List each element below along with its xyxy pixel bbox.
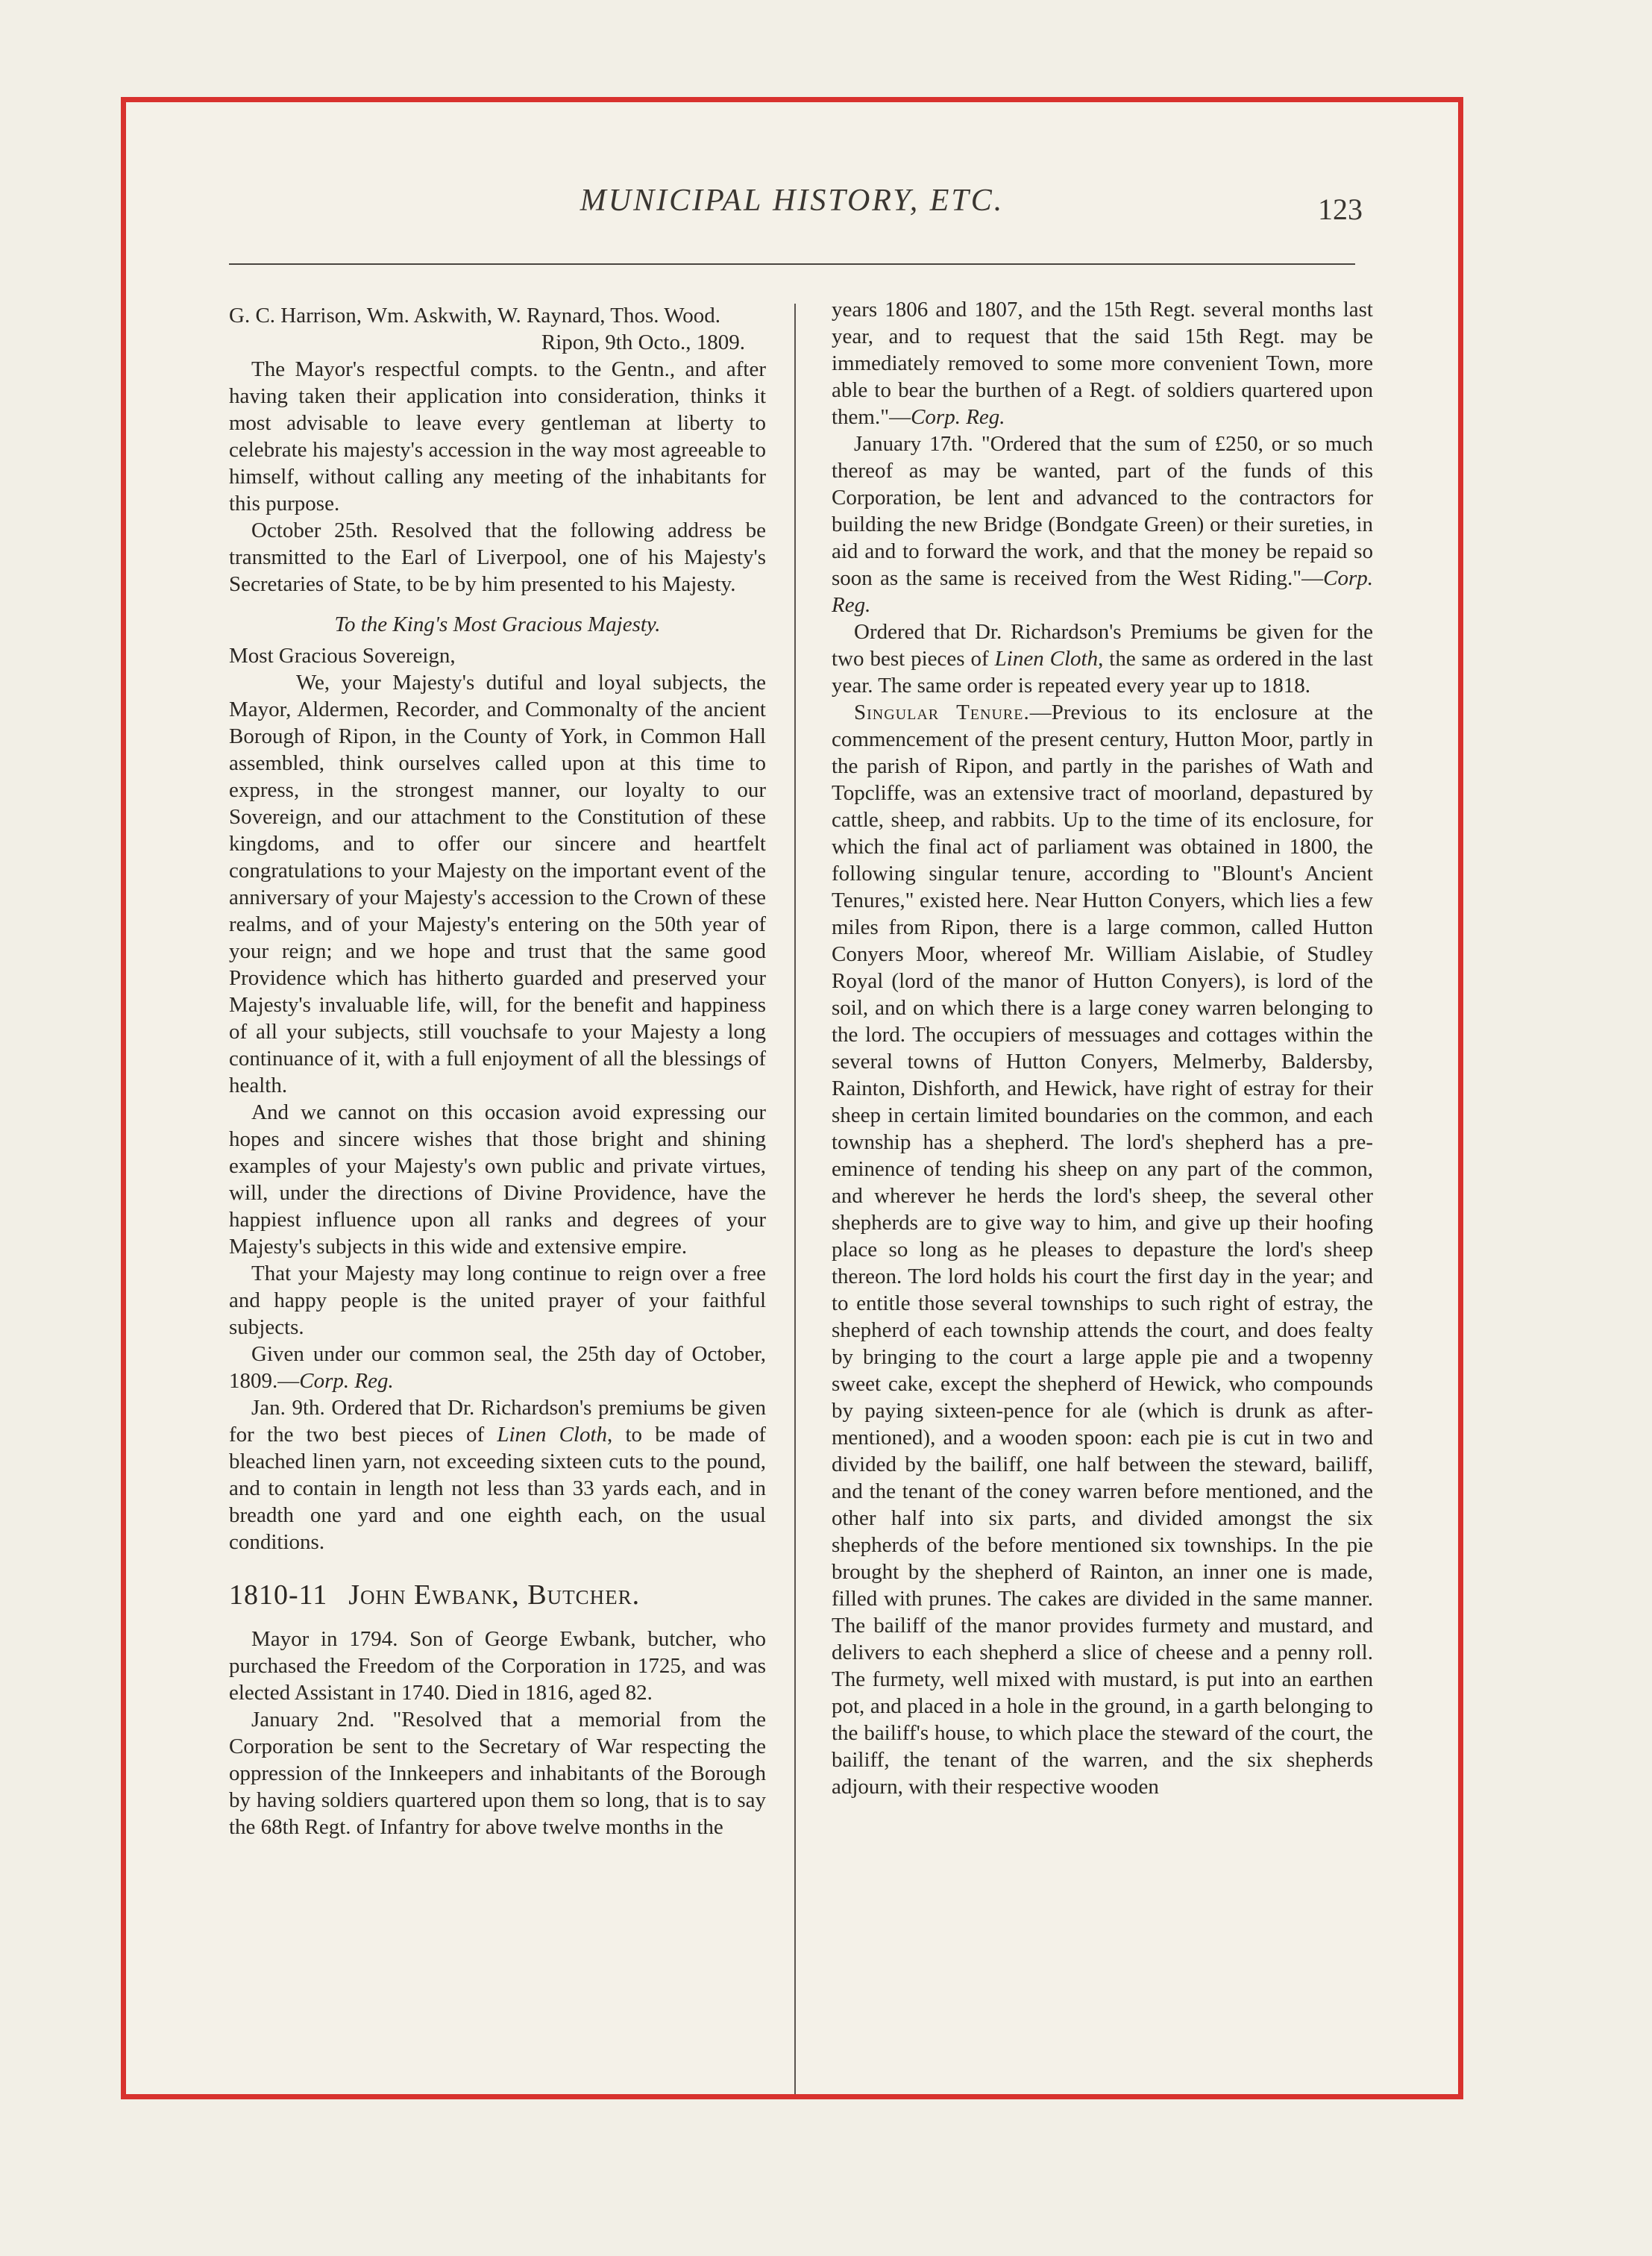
left-column: [229, 302, 766, 1840]
page-border: [121, 97, 1463, 2099]
paragraph-text: Jan. 9th. Ordered that Dr. Richardson's premiums be given for the two best pieces of: [229, 1396, 766, 1447]
right-column: [832, 296, 1373, 1800]
dateline: Ripon, 9th Octo., 1809.: [541, 330, 745, 354]
address-title: To the King's Most Gracious Majesty.: [334, 612, 661, 636]
paragraph: We, your Majesty's dutiful and loyal subjects, the Mayor, Aldermen, Recorder, and Commonalty of the ancient Borough of Ripon, in the County of York, in Common Hall assembled, think ourselves called upon at this time to express, in the strongest manner, our loyalty to our Sovereign, and our attachment to the Constitution of these kingdoms, and to offer our sincere and heartfelt congratulations to your Majesty on the important event of the anniversary of your Majesty's accession to the Crown of these realms, and of your Majesty's entering on the 50th year of your reign; and we hope and trust that the same good Providence which has hitherto guarded and preserved your Majesty's invaluable life, will, for the benefit and happiness of all your subjects, still vouchsafe to your Majesty a long continuance of it, with a full enjoyment of all the blessings of health.: [229, 671, 766, 1097]
register-reference: Corp. Reg.: [911, 405, 1005, 429]
paragraph: Mayor in 1794. Son of George Ewbank, butcher, who purchased the Freedom of the Corporation in 1725, and was elected Assistant in 1740. Died in 1816, aged 82.: [229, 1627, 766, 1705]
paragraph: The Mayor's respectful compts. to the Gentn., and after having taken their application into consideration, thinks it most advisable to leave every gentleman at liberty to celebrate his majesty's accession in the way most agreeable to himself, without calling any meeting of the inhabitants for this purpose.: [229, 357, 766, 516]
paragraph-text: years 1806 and 1807, and the 15th Regt. several months last year, and to request that the said 15th Regt. may be immediately removed to some more convenient Town, more able to bear the burthen of a Regt. of soldiers quartered upon them."—: [832, 298, 1373, 429]
emphasis: Linen Cloth: [994, 647, 1099, 671]
section-name: John Ewbank, Butcher.: [348, 1579, 641, 1611]
run-in-heading: Singular Tenure.: [854, 701, 1030, 724]
paragraph: And we cannot on this occasion avoid expressing our hopes and sincere wishes that those bright and shining examples of your Majesty's own public and private virtues, will, under the directions of Divine Providence, have the happiest influence upon all ranks and degrees of your Majesty's subjects in this wide and extensive empire.: [229, 1100, 766, 1259]
paragraph-text: Ordered that Dr. Richardson's Premiums be given for the two best pieces of: [832, 620, 1373, 671]
paragraph-text: —Previous to its enclosure at the commencement of the present century, Hutton Moor, partly in the parish of Ripon, and partly in the parishes of Wath and Topcliffe, was an extensive tract of moorland, depastured by cattle, sheep, and rabbits. Up to the time of its enclosure, for which the final act of parliament was obtained in 1800, the following singular tenure, according to "Blount's Ancient Tenures," existed here. Near Hutton Conyers, which lies a few miles from Ripon, there is a large common, called Hutton Conyers Moor, whereof Mr. William Aislabie, of Studley Royal (lord of the manor of Hutton Conyers), is lord of the soil, and on which there is a large coney warren belonging to the lord. The occupiers of messuages and cottages within the several towns of Hutton Conyers, Melmerby, Baldersby, Rainton, Dishforth, and Hewick, have right of estray for their sheep in certain limited boundaries on the common, and each township has a shepherd. The lord's shepherd has a pre-eminence of tending his sheep on any part of the common, and wherever he herds the lord's sheep, the several other shepherds are to give way to him, and give up their hoofing place so long as he pleases to depasture the lord's sheep thereon. The lord holds his court the first day in the year; and to entitle those several townships to such right of estray, the shepherd of each township attends the court, and does fealty by bringing to the court a large apple pie and a twopenny sweet cake, except the shepherd of Hewick, who compounds by paying sixteen-pence for ale (which is drunk as after-mentioned), and a wooden spoon: each pie is cut in two and divided by the bailiff, one half between the steward, bailiff, and the tenant of the coney warren before mentioned, and the other half into six parts, and divided amongst the six shepherds of the before mentioned six townships. In the pie brought by the shepherd of Rainton, an inner one is made, filled with prunes. The cakes are divided in the same manner. The bailiff of the manor provides furmety and mustard, and delivers to each shepherd a slice of cheese and a penny roll. The furmety, well mixed with mustard, is put into an earthen pot, and placed in a hole in the ground, in a garth belonging to the bailiff's house, to which place the steward of the court, the bailiff, the tenant of the warren, and the six shepherds adjourn, with their respective wooden: [832, 701, 1373, 1799]
paragraph: [832, 618, 1373, 699]
section-heading: [229, 1578, 766, 1612]
paragraph: [832, 296, 1373, 430]
paragraph-text: January 17th. "Ordered that the sum of £250, or so much thereof as may be wanted, part of the funds of this Corporation, be lent and advanced to the contractors for building the new Bridge (Bondgate Green) or their sureties, in aid and to forward the work, and that the money be repaid so soon as the same is received from the West Riding."—: [832, 432, 1373, 590]
paragraph: October 25th. Resolved that the following address be transmitted to the Earl of Liverpool, one of his Majesty's Secretaries of State, to be by him presented to his Majesty.: [229, 518, 766, 596]
paragraph-text: Given under our common seal, the 25th day of October, 1809.—: [229, 1342, 766, 1393]
emphasis: Linen Cloth: [497, 1423, 608, 1447]
paragraph: [832, 699, 1373, 1800]
header-rule: [229, 263, 1355, 265]
salutation: Most Gracious Sovereign,: [229, 644, 456, 668]
register-reference: Corp. Reg.: [832, 566, 1373, 617]
register-reference: Corp. Reg.: [299, 1369, 394, 1393]
paragraph: [229, 1394, 766, 1555]
running-head: MUNICIPAL HISTORY, ETC.: [580, 184, 1005, 218]
section-years: 1810-11: [229, 1579, 328, 1611]
paragraph: [229, 1341, 766, 1394]
paragraph-text: , the same as ordered in the last year. The same order is repeated every year up to 1818.: [832, 647, 1373, 698]
paragraph-text: , to be made of bleached linen yarn, not exceeding sixteen cuts to the pound, and to contain in length not less than 33 yards each, and in breadth one yard and one eighth each, on the usual conditions.: [229, 1423, 767, 1554]
paragraph: That your Majesty may long continue to reign over a free and happy people is the united prayer of your faithful subjects.: [229, 1262, 766, 1339]
page-number: 123: [1318, 192, 1363, 226]
column-divider: [794, 304, 796, 2094]
paragraph: January 2nd. "Resolved that a memorial from the Corporation be sent to the Secretary of War respecting the oppression of the Innkeepers and inhabitants of the Borough by having soldiers quartered upon them so long, that is to say the 68th Regt. of Infantry for above twelve months in the: [229, 1708, 766, 1839]
paragraph: [832, 430, 1373, 618]
paragraph: G. C. Harrison, Wm. Askwith, W. Raynard, Thos. Wood.: [229, 304, 721, 328]
